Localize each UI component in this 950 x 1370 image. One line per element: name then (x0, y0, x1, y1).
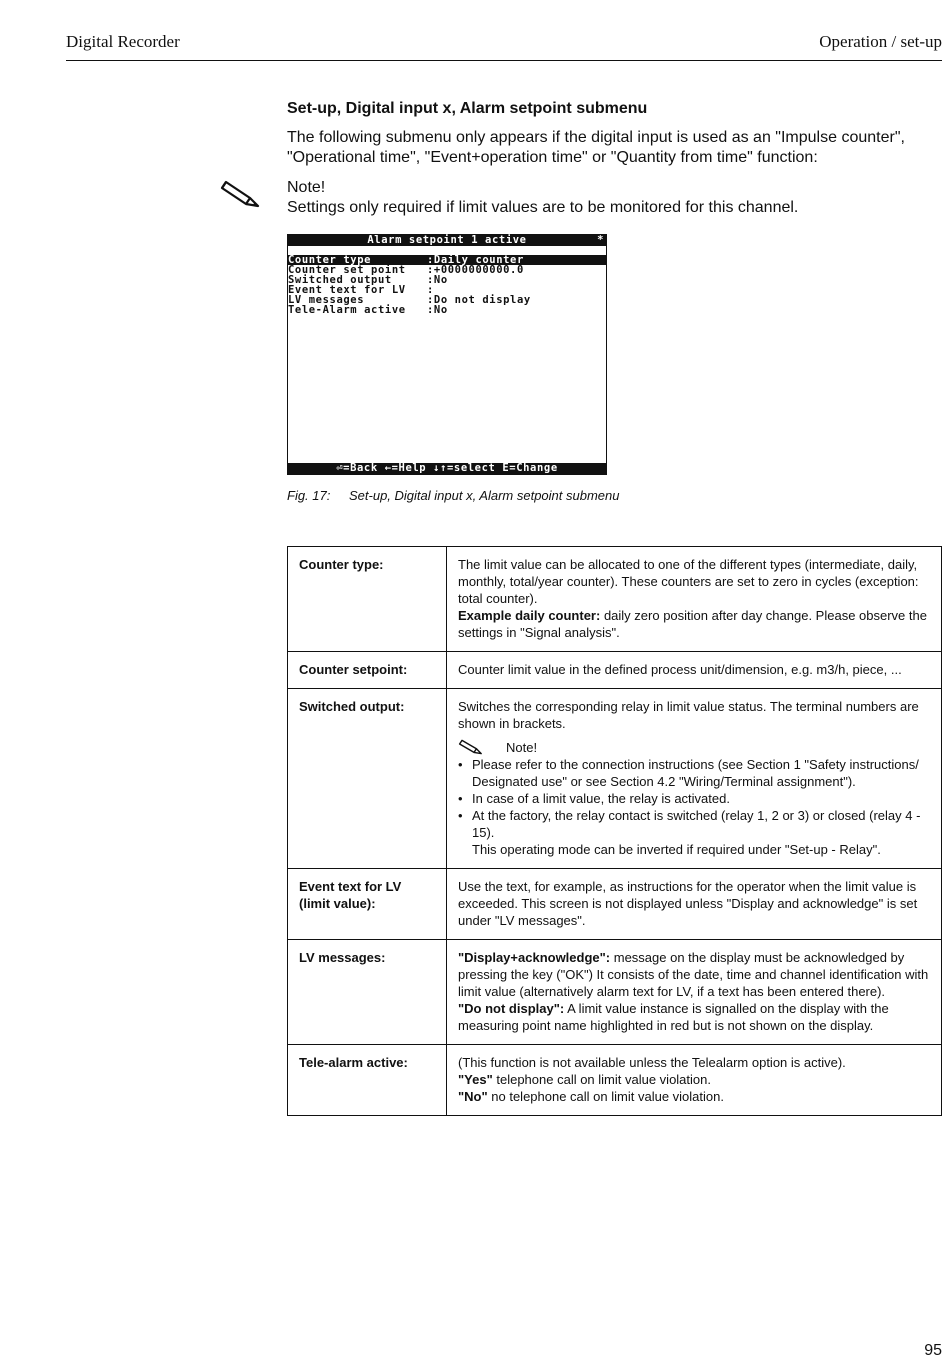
bullet-glyph: • (458, 757, 463, 772)
table-row (288, 1045, 942, 1116)
parameter-description: Counter limit value in the defined process unit/dimension, e.g. m3/h, piece, ... (447, 652, 942, 689)
parameter-name: Tele-alarm active: (288, 1045, 447, 1116)
parameter-description (447, 940, 942, 1045)
intro-paragraph: The following submenu only appears if the digital input is used as an "Impulse counter", "Operational time", "Event+operation time" or "Quantity from time" function: (287, 129, 905, 166)
parameter-name: Counter setpoint: (288, 652, 447, 689)
bullet-glyph: • (458, 808, 463, 823)
screen-row-label: Event text for LV (288, 284, 406, 296)
description-bold: "Yes" (458, 1072, 493, 1087)
description-bold: "Do not display": (458, 1001, 565, 1016)
description-bold: Example daily counter: (458, 608, 601, 623)
list-item (458, 790, 930, 807)
description-bold: "Display+acknowledge": (458, 950, 611, 965)
figure-number: Fig. 17: (287, 488, 331, 503)
screen-title-bar (288, 235, 606, 246)
description-text: no telephone call on limit value violation. (487, 1089, 724, 1104)
table-row (288, 652, 942, 689)
pencil-note-icon (458, 738, 484, 756)
description-text: A limit value instance is signalled on the display with the measuring point name highlighted in red but is not shown on the display. (458, 1001, 889, 1033)
description-text: message on the display must be acknowledged by pressing the key ("OK") It consists of the date, time and channel identification with limit value (alternatively alarm text for LV, if a text has been entered there). (458, 950, 929, 999)
figure-caption-text: Set-up, Digital input x, Alarm setpoint submenu (349, 488, 620, 503)
figure-caption (287, 488, 620, 503)
section-title: Set-up, Digital input x, Alarm setpoint submenu (287, 100, 648, 117)
note-label: Note! (287, 179, 326, 196)
description-text: The limit value can be allocated to one of the different types (intermediate, daily, monthly, total/year counter). These counters are set to zero in cycles (exception: total counter). (458, 557, 919, 606)
parameter-description: Use the text, for example, as instructions for the operator when the limit value is exceeded. This screen is not displayed unless "Display and acknowledge" is set under "LV messages". (447, 869, 942, 940)
parameter-description (447, 1045, 942, 1116)
screen-row-value: : (427, 284, 434, 296)
screen-row-label: Counter type (288, 254, 372, 266)
screen-row-value: :+0000000000.0 (427, 264, 524, 276)
sub-note (458, 738, 930, 756)
screen-menu-row[interactable] (288, 305, 606, 315)
screen-row-value: :No (427, 274, 448, 286)
description-text: (This function is not available unless the Telealarm option is active). (458, 1055, 846, 1070)
table-row (288, 940, 942, 1045)
device-screen (287, 234, 607, 475)
parameter-name: Counter type: (288, 547, 447, 652)
screen-star: * (597, 234, 604, 246)
screen-row-label: Counter set point (288, 264, 406, 276)
description-text: Switches the corresponding relay in limit value status. The terminal numbers are shown in brackets. (458, 699, 919, 731)
screen-row-value: :Do not display (427, 294, 531, 306)
table-row (288, 689, 942, 869)
parameter-name: Switched output: (288, 689, 447, 869)
parameter-name: LV messages: (288, 940, 447, 1045)
screen-key-legend: ⏎=Back ←=Help ↓↑=select E=Change (288, 463, 606, 474)
list-item-text: In case of a limit value, the relay is activated. (472, 791, 730, 806)
screen-row-label: LV messages (288, 294, 365, 306)
sub-note-label: Note! (506, 739, 538, 755)
running-header-right: Operation / set-up (819, 32, 942, 51)
parameter-name: Event text for LV (limit value): (288, 869, 447, 940)
table-row (288, 547, 942, 652)
screen-row-value: :Daily counter (427, 254, 524, 266)
running-header-left: Digital Recorder (66, 32, 180, 51)
screen-row-value: :No (427, 304, 448, 316)
list-item (458, 807, 930, 841)
screen-row-label: Switched output (288, 274, 392, 286)
page-number: 95 (924, 1342, 942, 1359)
list-item-text: At the factory, the relay contact is switched (relay 1, 2 or 3) or closed (relay 4 - 15). (472, 808, 921, 840)
screen-row-label: Tele-Alarm active (288, 304, 406, 316)
header-rule (66, 60, 942, 61)
list-item-text: Please refer to the connection instructions (see Section 1 "Safety instructions/ Designated use" or see Section 4.2 "Wiring/Terminal assignment"). (472, 757, 919, 789)
continuation-text: This operating mode can be inverted if required under "Set-up - Relay". (472, 842, 881, 857)
table-row (288, 869, 942, 940)
bullet-list (458, 756, 930, 841)
parameter-description (447, 689, 942, 869)
note-text: Settings only required if limit values are to be monitored for this channel. (287, 199, 799, 216)
description-text: telephone call on limit value violation. (492, 1072, 711, 1087)
bullet-glyph: • (458, 791, 463, 806)
list-item (458, 756, 930, 790)
screen-title: Alarm setpoint 1 active (367, 234, 527, 246)
pencil-note-icon (220, 176, 262, 212)
description-bold: "No" (458, 1089, 488, 1104)
parameter-table (287, 546, 942, 1116)
parameter-description (447, 547, 942, 652)
description-text: daily zero position after day change. Please observe the settings in "Signal analysis". (458, 608, 927, 640)
